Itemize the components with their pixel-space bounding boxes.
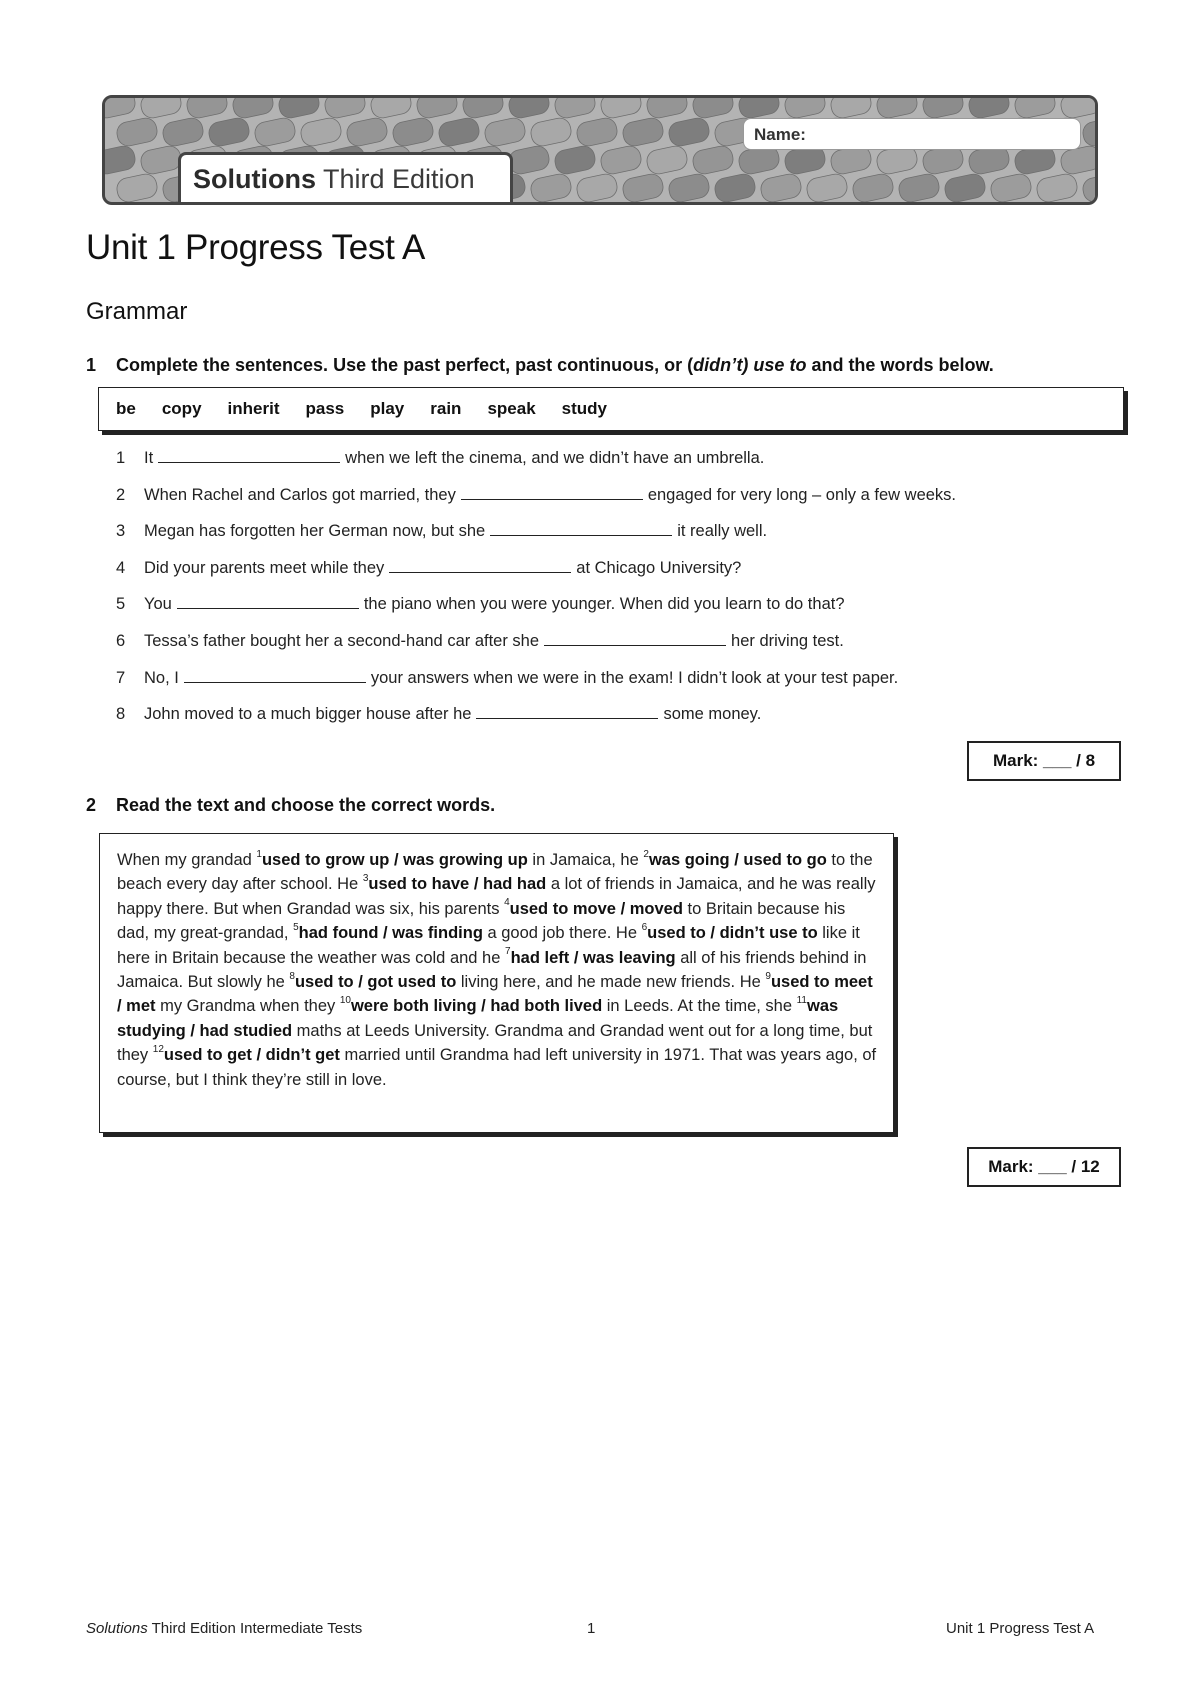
sentence-after: some money. — [663, 705, 762, 724]
gap-number: 6 — [641, 921, 648, 933]
header-banner — [102, 95, 1098, 205]
passage-text: married until Grandma had left university in 1971. That was years ago, of course, but I think they’re still in love. — [117, 1046, 877, 1089]
sentence-number: 8 — [116, 705, 126, 724]
sentence-after: when we left the cinema, and we didn’t have an umbrella. — [345, 449, 765, 467]
word-inherit: inherit — [227, 399, 280, 418]
q2-mark-box: Mark: ___ / 12 — [967, 1147, 1121, 1187]
pattern-pill — [621, 116, 665, 148]
sentence-number: 3 — [116, 522, 126, 541]
answer-blank[interactable] — [544, 631, 726, 646]
q1-instr-a: Complete the sentences. Use the past perfect, past continuous, or ( — [116, 355, 694, 375]
q2-instruction — [86, 795, 495, 816]
pattern-pill — [1013, 98, 1057, 120]
word-be: be — [116, 399, 136, 418]
sentence-item — [116, 704, 956, 741]
pattern-pill — [943, 172, 987, 202]
passage-text: to the beach every day after school. He — [117, 851, 873, 894]
sentence-number: 6 — [116, 631, 126, 650]
sentence-number: 5 — [116, 595, 126, 614]
pattern-pill — [231, 98, 275, 120]
pattern-pill — [161, 116, 205, 148]
answer-choice[interactable]: used to have / had had — [368, 875, 547, 894]
pattern-pill — [277, 98, 321, 120]
word-play: play — [370, 399, 405, 418]
answer-choice[interactable]: used to meet / met — [117, 973, 873, 1016]
pattern-pill — [323, 98, 367, 120]
pattern-pill — [1035, 172, 1079, 202]
pattern-pill — [759, 172, 803, 202]
answer-choice[interactable]: used to move / moved — [509, 899, 683, 918]
pattern-pill — [391, 116, 435, 148]
gap-number: 11 — [796, 994, 807, 1006]
word-rain: rain — [430, 399, 462, 418]
passage-text: living here, and he made new friends. He — [456, 973, 766, 992]
pattern-pill — [645, 144, 689, 176]
sentence-after: her driving test. — [731, 631, 844, 650]
name-field[interactable] — [743, 118, 1081, 150]
footer-left-rest: Third Edition Intermediate Tests — [147, 1620, 363, 1637]
gap-number: 3 — [362, 872, 369, 884]
passage-text: my Grandma when they — [155, 997, 340, 1016]
pattern-pill — [553, 98, 597, 120]
pattern-pill — [105, 144, 137, 176]
pattern-pill — [599, 98, 643, 120]
answer-choice[interactable]: used to / didn’t use to — [647, 924, 818, 943]
sentence-list — [116, 448, 956, 741]
pattern-pill — [105, 98, 137, 120]
sentence-item — [116, 485, 956, 522]
q1-instr-italic: didn’t) use to — [693, 355, 807, 375]
answer-choice[interactable]: was going / used to go — [648, 851, 827, 869]
q1-instr-b: and the words below. — [806, 355, 994, 375]
q2-number: 2 — [86, 795, 97, 815]
answer-choice[interactable]: had found / was finding — [298, 924, 483, 943]
gap-number: 8 — [289, 970, 295, 982]
pattern-pill — [645, 98, 689, 120]
answer-blank[interactable] — [184, 668, 366, 683]
passage-text: in Leeds. At the time, she — [602, 997, 797, 1016]
passage-text: When my grandad — [117, 851, 257, 869]
q1-number: 1 — [86, 355, 97, 375]
q2-instr: Read the text and choose the correct words. — [116, 795, 496, 815]
answer-choice[interactable]: used to / got used to — [294, 973, 457, 992]
gap-number: 2 — [643, 848, 649, 860]
pattern-pill — [139, 98, 183, 120]
answer-choice[interactable]: were both living / had both lived — [350, 997, 603, 1016]
pattern-pill — [437, 116, 481, 148]
sentence-before: When Rachel and Carlos got married, they — [144, 485, 456, 504]
pattern-pill — [461, 98, 505, 120]
sentence-number: 7 — [116, 668, 126, 687]
reading-passage — [99, 833, 894, 1133]
word-study: study — [561, 399, 607, 418]
pattern-pill — [713, 172, 757, 202]
passage-text: a lot of friends in Jamaica, and he was really happy there. But when Grandad was six, his parents — [117, 875, 876, 918]
q1-mark-box: Mark: ___ / 8 — [967, 741, 1121, 781]
pattern-pill — [139, 144, 183, 176]
pattern-pill — [621, 172, 665, 202]
gap-number: 10 — [339, 994, 351, 1006]
sentence-item — [116, 448, 956, 485]
passage-text: to Britain because his dad, my great-grandad, — [117, 899, 846, 943]
gap-number: 4 — [504, 897, 510, 909]
sentence-item — [116, 521, 956, 558]
answer-choice[interactable]: was studying / had studied — [117, 997, 839, 1040]
pattern-pill — [507, 98, 551, 120]
sentence-item — [116, 594, 956, 631]
pattern-pill — [575, 116, 619, 148]
sentence-before: No, I — [144, 668, 179, 687]
sentence-after: it really well. — [677, 522, 768, 541]
answer-choice[interactable]: had left / was leaving — [510, 948, 676, 967]
pattern-pill — [783, 98, 827, 120]
footer-right: Unit 1 Progress Test A — [946, 1620, 1095, 1637]
pattern-pill — [507, 144, 551, 176]
pattern-pill — [1081, 172, 1095, 202]
answer-choice[interactable]: used to grow up / was growing up — [261, 851, 528, 869]
answer-blank[interactable] — [177, 594, 359, 609]
answer-blank[interactable] — [461, 485, 643, 500]
sentence-item — [116, 668, 956, 705]
sentence-item — [116, 631, 956, 668]
pattern-pill — [115, 116, 159, 148]
name-label: Name: — [754, 125, 806, 144]
passage-text: in Jamaica, he — [527, 851, 644, 869]
pattern-pill — [967, 98, 1011, 120]
pattern-pill — [575, 172, 619, 202]
section-title: Grammar — [86, 298, 188, 325]
pattern-pill — [1059, 98, 1095, 120]
pattern-pill — [851, 172, 895, 202]
footer-left-italic: Solutions — [86, 1620, 148, 1637]
pattern-pill — [553, 144, 597, 176]
gap-number: 7 — [505, 946, 511, 958]
sentence-after: the piano when you were younger. When did you learn to do that? — [363, 595, 845, 614]
pattern-pill — [737, 98, 781, 120]
footer-left — [86, 1620, 362, 1637]
pattern-pill — [115, 172, 159, 202]
sentence-item — [116, 558, 956, 595]
sentence-before: John moved to a much bigger house after he — [144, 705, 472, 724]
q1-instruction — [86, 355, 994, 376]
answer-blank[interactable] — [389, 558, 571, 573]
pattern-pill — [529, 116, 573, 148]
pattern-pill — [989, 172, 1033, 202]
pattern-pill — [345, 116, 389, 148]
pattern-pill — [667, 116, 711, 148]
brand-logo — [178, 152, 513, 205]
sentence-number: 2 — [116, 485, 126, 504]
brand-rest: Third Edition — [316, 164, 475, 194]
pattern-pill — [667, 172, 711, 202]
passage-text: all of his friends behind in Jamaica. But slowly he — [117, 948, 867, 992]
passage-text: a good job there. He — [482, 924, 642, 943]
footer-page-number: 1 — [587, 1620, 596, 1637]
pattern-pill — [599, 144, 643, 176]
gap-number: 9 — [765, 970, 771, 982]
pattern-pill — [529, 172, 573, 202]
pattern-pill — [829, 98, 873, 120]
pattern-pill — [897, 172, 941, 202]
pattern-pill — [691, 144, 735, 176]
pattern-pill — [691, 98, 735, 120]
brand-bold: Solutions — [193, 164, 316, 194]
pattern-pill — [1081, 116, 1095, 148]
word-copy: copy — [161, 399, 202, 418]
pattern-pill — [805, 172, 849, 202]
word-box — [98, 387, 1124, 431]
word-speak: speak — [487, 399, 536, 418]
sentence-before: Megan has forgotten her German now, but she — [144, 522, 486, 541]
sentence-number: 4 — [116, 558, 126, 577]
sentence-before: Did your parents meet while they — [144, 558, 385, 577]
sentence-before: It — [144, 449, 154, 467]
gap-number: 12 — [152, 1043, 164, 1055]
pattern-pill — [415, 98, 459, 120]
passage-text: like it here in Britain because the weather was cold and he — [117, 924, 860, 967]
answer-choice[interactable]: used to get / didn’t get — [163, 1046, 340, 1065]
answer-blank[interactable] — [490, 521, 672, 536]
pattern-pill — [921, 98, 965, 120]
gap-number: 1 — [256, 848, 262, 860]
sentence-number: 1 — [116, 449, 126, 467]
gap-number: 5 — [293, 921, 299, 933]
page-title: Unit 1 Progress Test A — [86, 228, 426, 267]
pattern-pill — [875, 98, 919, 120]
pattern-pill — [253, 116, 297, 148]
pattern-pill — [185, 98, 229, 120]
word-pass: pass — [305, 399, 345, 418]
answer-blank[interactable] — [476, 704, 658, 719]
answer-blank[interactable] — [158, 448, 340, 463]
pattern-pill — [207, 116, 251, 148]
pattern-pill — [369, 98, 413, 120]
sentence-after: your answers when we were in the exam! I didn’t look at your test paper. — [370, 668, 899, 687]
pattern-pill — [483, 116, 527, 148]
sentence-before: Tessa’s father bought her a second-hand car after she — [144, 631, 540, 650]
sentence-after: engaged for very long – only a few weeks. — [647, 485, 957, 504]
sentence-after: at Chicago University? — [576, 558, 742, 577]
sentence-before: You — [144, 595, 172, 614]
pattern-pill — [299, 116, 343, 148]
passage-text: maths at Leeds University. Grandma and Grandad went out for a long time, but they — [117, 1021, 873, 1065]
